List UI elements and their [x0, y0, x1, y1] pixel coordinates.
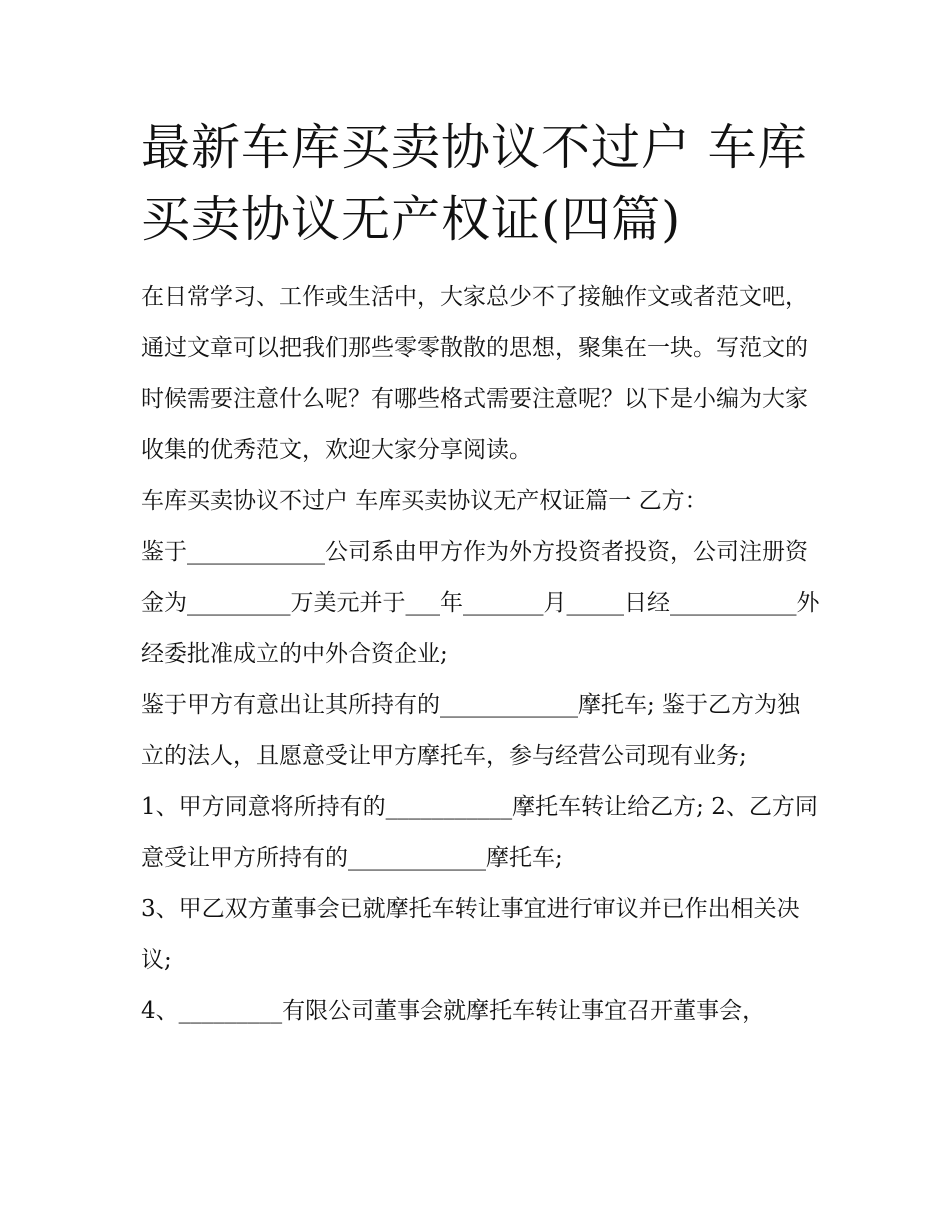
paragraph-transfer-intent: 鉴于甲方有意出让其所持有的____________摩托车; 鉴于乙方为独立的法人，且愿意受让甲方摩托车，参与经营公司现有业务;	[141, 692, 801, 769]
clause-1-2: 1、甲方同意将所持有的___________摩托车转让给乙方; 2、乙方同意受让甲方所持有的____________摩托车;	[141, 794, 818, 871]
clause-3: 3、甲乙双方董事会已就摩托车转让事宜进行审议并已作出相关决议;	[141, 896, 800, 973]
intro-paragraph: 在日常学习、工作或生活中，大家总少不了接触作文或者范文吧，通过文章可以把我们那些零零散散的思想，聚集在一块。写范文的时候需要注意什么呢？有哪些格式需要注意呢？以下是小编为大家收集的优秀范文，欢迎大家分享阅读。	[141, 284, 808, 463]
paragraph-company-registration: 鉴于____________公司系由甲方作为外方投资者投资，公司注册资金为_________万美元并于___年_______月_____日经___________外经委批准成立的中外合资企业;	[141, 539, 820, 667]
document-title	[141, 112, 821, 256]
title-line-1: 最新车库买卖协议不过户 车库	[141, 119, 808, 176]
section-heading: 车库买卖协议不过户 车库买卖协议无产权证篇一 乙方：	[141, 488, 708, 514]
document-page	[141, 112, 821, 1037]
title-line-2: 买卖协议无产权证(四篇)	[141, 191, 682, 248]
clause-4: 4、_________有限公司董事会就摩托车转让事宜召开董事会，	[141, 998, 766, 1024]
